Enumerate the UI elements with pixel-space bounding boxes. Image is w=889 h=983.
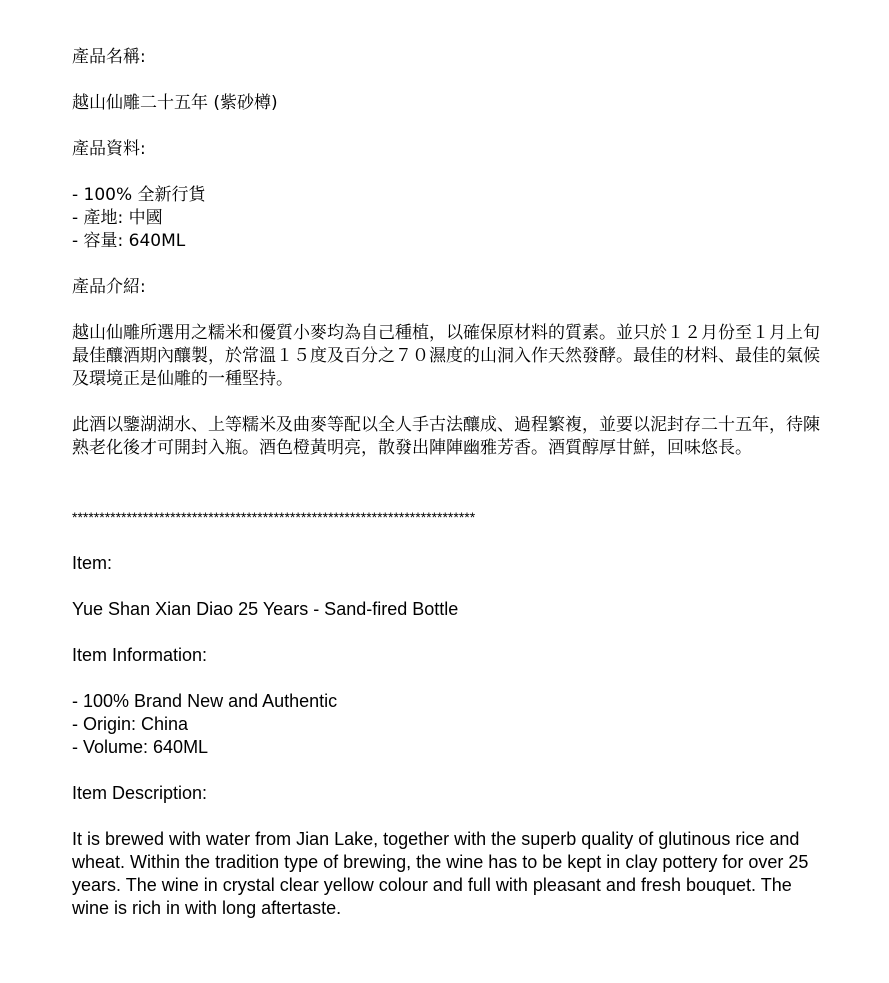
en-item-heading: Item: [72,553,113,573]
list-item: - 容量: 640ML [72,231,186,251]
list-item: - Origin: China [72,714,189,734]
list-item: - 100% Brand New and Authentic [72,691,338,711]
zh-intro-paragraph-1: 越山仙雕所選用之糯米和優質小麥均為自己種植，以確保原材料的質素。並只於１２月份至１月上旬最佳釀酒期內釀製，於常溫１５度及百分之７０濕度的山洞入作天然發酵。最佳的材料、最佳的氣候及環境正是仙雕的一種堅持。 [72,323,820,389]
en-description: It is brewed with water from Jian Lake, together with the superb quality of glutinous rice and wheat. Within the tradition type of brewing, the wine has to be kept in clay pottery for over 25 years. The wine in crystal clear yellow colour and full with pleasant and fresh bouquet. The wine is rich in with long aftertaste. [72,829,809,918]
zh-intro-heading: 產品介紹: [72,277,146,297]
zh-info-list [72,184,832,253]
en-info-list [72,690,832,759]
en-info-heading: Item Information: [72,645,208,665]
separator-line: ************************************************************************** [72,509,476,525]
product-description [72,46,832,943]
zh-intro-paragraph-2: 此酒以鑒湖湖水、上等糯米及曲麥等配以全人手古法釀成、過程繁複，並要以泥封存二十五年，待陳熟老化後才可開封入瓶。酒色橙黃明亮，散發出陣陣幽雅芳香。酒質醇厚甘鮮，回味悠長。 [72,415,820,458]
en-item-name: Yue Shan Xian Diao 25 Years - Sand-fired Bottle [72,599,459,619]
zh-name-heading: 產品名稱: [72,47,146,67]
en-desc-heading: Item Description: [72,783,208,803]
zh-info-heading: 產品資料: [72,139,146,159]
zh-product-name: 越山仙雕二十五年 (紫砂樽) [72,93,278,113]
list-item: - 產地: 中國 [72,208,163,228]
list-item: - 100% 全新行貨 [72,185,206,205]
list-item: - Volume: 640ML [72,737,209,757]
spacer [72,483,832,506]
